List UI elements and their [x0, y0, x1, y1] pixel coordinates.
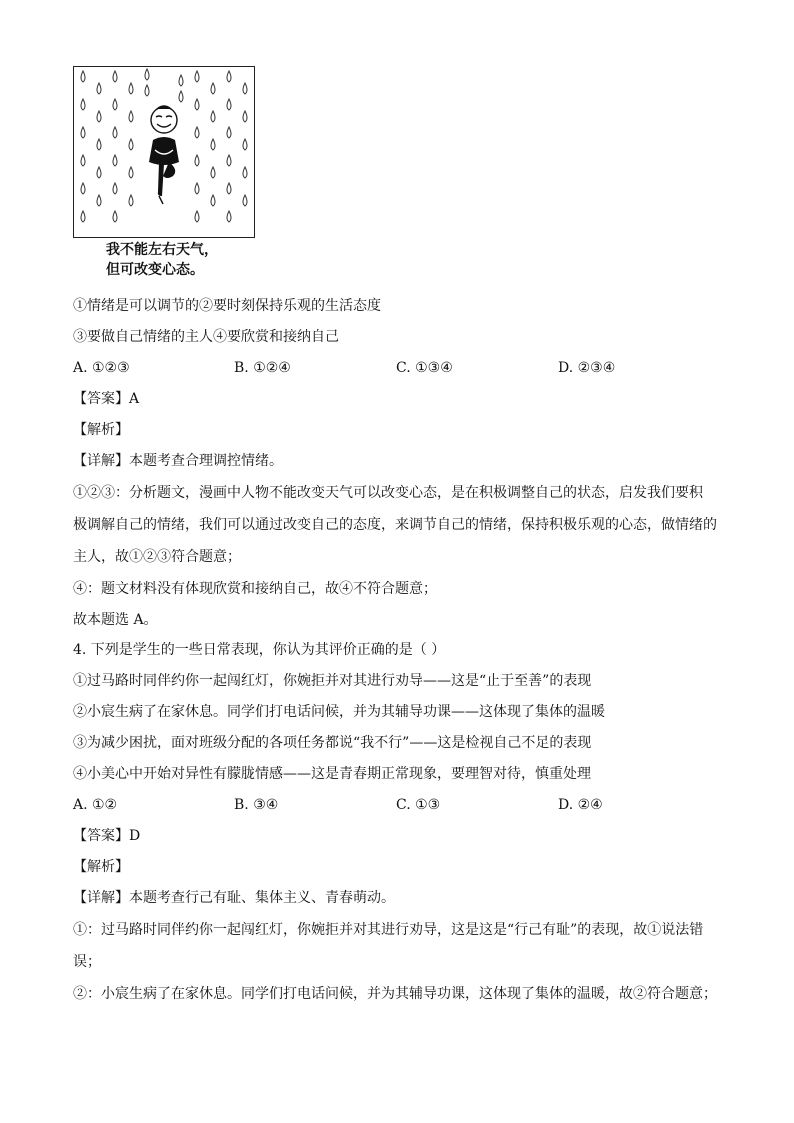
q3-detail: 【详解】本题考查合理调控情绪。	[73, 453, 283, 469]
q4-explanation-1-line-1: ①：过马路时同伴约你一起闯红灯，你婉拒并对其进行劝导，这是这是“行己有耻”的表现，故①说法错	[73, 922, 704, 938]
q3-explanation-2: ④：题文材料没有体现欣赏和接纳自己，故④不符合题意；	[73, 581, 437, 597]
q4-item-2: ②小宸生病了在家休息。同学们打电话问候，并为其辅导功课——这体现了集体的温暖	[73, 704, 605, 720]
q4-answer: 【答案】D	[73, 828, 141, 844]
cartoon-rain-figure-image	[73, 66, 255, 238]
q3-option-b: B. ①②④	[234, 360, 291, 376]
q4-option-c: C. ①③	[396, 797, 441, 813]
q4-item-4: ④小美心中开始对异性有朦胧情感——这是青春期正常现象，要理智对待，慎重处理	[73, 766, 591, 782]
q4-explanation-2: ②：小宸生病了在家休息。同学们打电话问候，并为其辅导功课，这体现了集体的温暖，故②符合题意；	[73, 986, 717, 1002]
q4-analysis-heading: 【解析】	[73, 859, 129, 875]
q3-statement-2: ③要做自己情绪的主人④要欣赏和接纳自己	[73, 329, 339, 345]
q3-explanation-1-line-1: ①②③：分析题文，漫画中人物不能改变天气可以改变心态，是在积极调整自己的状态，启发我们要积	[73, 485, 703, 501]
q4-option-b: B. ③④	[234, 797, 279, 813]
q4-item-1: ①过马路时同伴约你一起闯红灯，你婉拒并对其进行劝导——这是“止于至善”的表现	[73, 673, 592, 689]
q3-explanation-1-line-2: 极调解自己的情绪，我们可以通过改变自己的态度，来调节自己的情绪，保持积极乐观的心态，做情绪的	[73, 517, 717, 533]
q4-stem: 4. 下列是学生的一些日常表现，你认为其评价正确的是（ ）	[73, 642, 446, 658]
q4-option-d: D. ②④	[558, 797, 603, 813]
q3-option-a: A. ①②③	[73, 360, 130, 376]
q3-analysis-heading: 【解析】	[73, 422, 129, 438]
q3-option-c: C. ①③④	[396, 360, 453, 376]
q3-conclusion: 故本题选 A。	[73, 612, 158, 628]
q4-detail: 【详解】本题考查行己有耻、集体主义、青春萌动。	[73, 890, 395, 906]
q4-option-a: A. ①②	[73, 797, 118, 813]
q4-item-3: ③为减少困扰，面对班级分配的各项任务都说“我不行”——这是检视自己不足的表现	[73, 735, 592, 751]
q3-answer: 【答案】A	[73, 391, 140, 407]
q3-explanation-1-line-3: 主人，故①②③符合题意；	[73, 549, 241, 565]
cartoon-caption-line-1: 我不能左右天气，	[106, 242, 218, 258]
q3-statement-1: ①情绪是可以调节的②要时刻保持乐观的生活态度	[73, 298, 381, 314]
cartoon-caption-line-2: 但可改变心态。	[106, 262, 204, 278]
q4-explanation-1-line-2: 误；	[73, 954, 101, 970]
q3-option-d: D. ②③④	[558, 360, 616, 376]
